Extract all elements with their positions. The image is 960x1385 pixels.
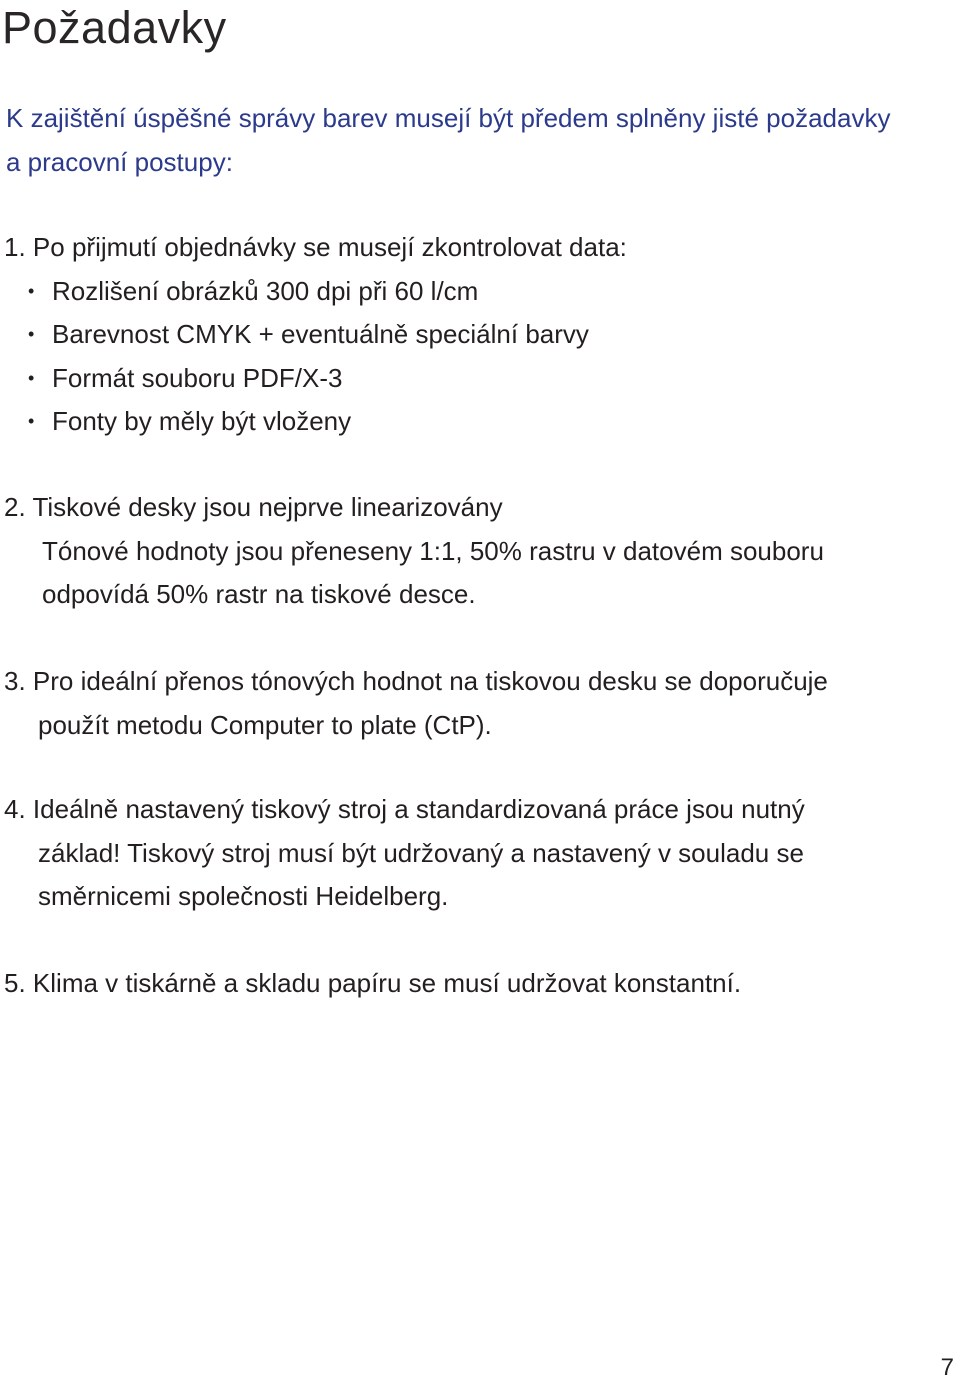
list-item xyxy=(4,357,924,401)
section-3-line-1 xyxy=(4,660,924,704)
section-2 xyxy=(4,486,924,617)
list-item xyxy=(4,270,924,314)
bullet-icon: • xyxy=(28,324,35,344)
list-item-text: Fonty by měly být vloženy xyxy=(52,406,352,436)
section-5 xyxy=(4,962,924,1006)
section-1-heading: Po přijmutí objednávky se musejí zkontrolovat data: xyxy=(32,232,627,262)
section-2-number: 2. xyxy=(4,492,26,522)
page-title: Požadavky xyxy=(2,2,227,53)
section-1-bullet-list xyxy=(4,270,924,444)
bullet-icon: • xyxy=(28,367,35,388)
intro-paragraph: K zajištění úspěšné správy barev musejí být předem splněny jisté požadavky a pracovní postupy: xyxy=(6,103,891,177)
section-2-body: Tónové hodnoty jsou přeneseny 1:1, 50% rastru v datovém souboru odpovídá 50% rastr na tiskové desce. xyxy=(42,535,824,609)
section-1-heading-line xyxy=(4,226,924,270)
section-2-heading: Tiskové desky jsou nejprve linearizovány xyxy=(32,492,503,522)
section-2-heading-line xyxy=(4,486,924,530)
section-3-line-2: použít metodu Computer to plate (CtP). xyxy=(38,709,492,740)
section-4-line-1 xyxy=(4,788,924,832)
list-item xyxy=(4,313,924,357)
bullet-icon: • xyxy=(28,411,35,431)
section-1 xyxy=(4,226,924,444)
section-1-number: 1. xyxy=(4,232,26,262)
section-3 xyxy=(4,660,924,747)
section-5-line-1 xyxy=(4,962,924,1006)
list-item-text: Barevnost CMYK + eventuálně speciální barvy xyxy=(52,319,589,349)
list-item-text: Rozlišení obrázků 300 dpi při 60 l/cm xyxy=(52,275,479,306)
list-item-text: Formát souboru PDF/X-3 xyxy=(52,362,343,393)
bullet-icon: • xyxy=(28,280,35,301)
section-3-text-1: Pro ideální přenos tónových hodnot na tiskovou desku se doporučuje xyxy=(32,666,828,696)
section-4-number: 4. xyxy=(4,794,26,824)
section-5-number: 5. xyxy=(4,968,26,998)
section-4 xyxy=(4,788,924,919)
section-3-number: 3. xyxy=(4,666,26,696)
list-item xyxy=(4,400,924,444)
page-number: 7 xyxy=(940,1354,954,1381)
section-4-line-2: základ! Tiskový stroj musí být udržovaný a nastavený v souladu se xyxy=(38,837,804,868)
section-4-text-1: Ideálně nastavený tiskový stroj a standardizovaná práce jsou nutný xyxy=(32,794,805,824)
section-4-line-3: směrnicemi společnosti Heidelberg. xyxy=(38,881,449,911)
section-5-text-1: Klima v tiskárně a skladu papíru se musí udržovat konstantní. xyxy=(32,968,742,998)
